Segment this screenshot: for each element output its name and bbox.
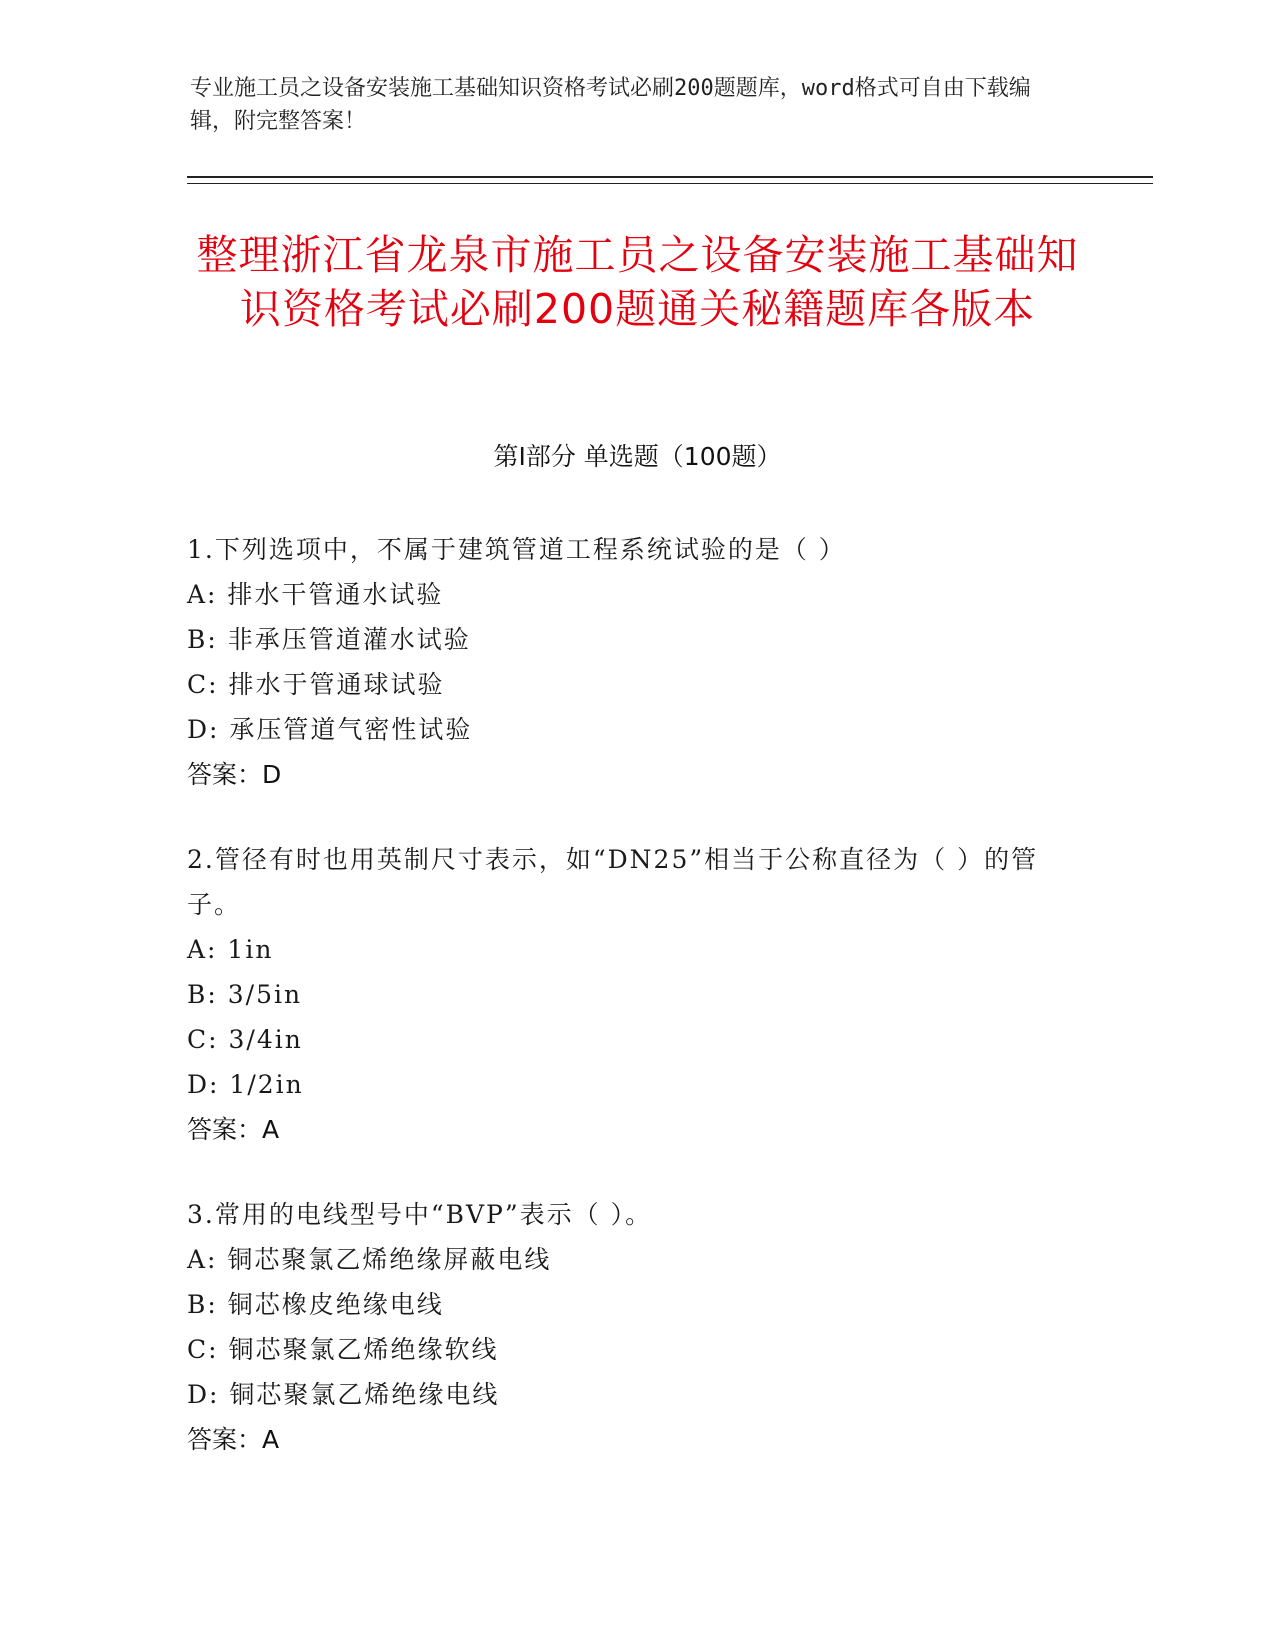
option-d: D: 1/2in	[187, 1070, 304, 1099]
header-divider-thick	[187, 176, 1153, 178]
option-a: A: 1in	[187, 935, 274, 964]
answer: 答案：A	[187, 1115, 280, 1144]
question-list	[187, 527, 1087, 1502]
answer: 答案：A	[187, 1425, 280, 1454]
document-title: 整理浙江省龙泉市施工员之设备安装施工基础知识资格考试必刷200题通关秘籍题库各版本	[196, 231, 1079, 333]
header-note: 专业施工员之设备安装施工基础知识资格考试必刷200题题库，word格式可自由下载编辑，附完整答案！	[190, 76, 1031, 134]
question-3	[187, 1192, 1087, 1462]
answer: 答案：D	[187, 760, 282, 789]
question-1	[187, 527, 1087, 797]
option-c: C: 排水于管通球试验	[187, 670, 445, 699]
section-heading: 第Ⅰ部分 单选题（100题）	[493, 442, 782, 471]
question-stem: 1.下列选项中，不属于建筑管道工程系统试验的是（ ）	[187, 535, 846, 564]
header-divider-thin	[187, 183, 1153, 184]
option-b: B: 铜芯橡皮绝缘电线	[187, 1290, 444, 1319]
option-d: D: 铜芯聚氯乙烯绝缘电线	[187, 1380, 500, 1409]
question-stem: 2.管径有时也用英制尺寸表示，如“DN25”相当于公称直径为（ ）的管子。	[187, 845, 1039, 919]
option-c: C: 3/4in	[187, 1025, 303, 1054]
option-a: A: 铜芯聚氯乙烯绝缘屏蔽电线	[187, 1245, 552, 1274]
question-stem: 3.常用的电线型号中“BVP”表示（ ）。	[187, 1200, 653, 1229]
option-a: A: 排水干管通水试验	[187, 580, 444, 609]
option-c: C: 铜芯聚氯乙烯绝缘软线	[187, 1335, 499, 1364]
option-b: B: 3/5in	[187, 980, 303, 1009]
question-2	[187, 837, 1087, 1152]
option-b: B: 非承压管道灌水试验	[187, 625, 471, 654]
option-d: D: 承压管道气密性试验	[187, 715, 473, 744]
